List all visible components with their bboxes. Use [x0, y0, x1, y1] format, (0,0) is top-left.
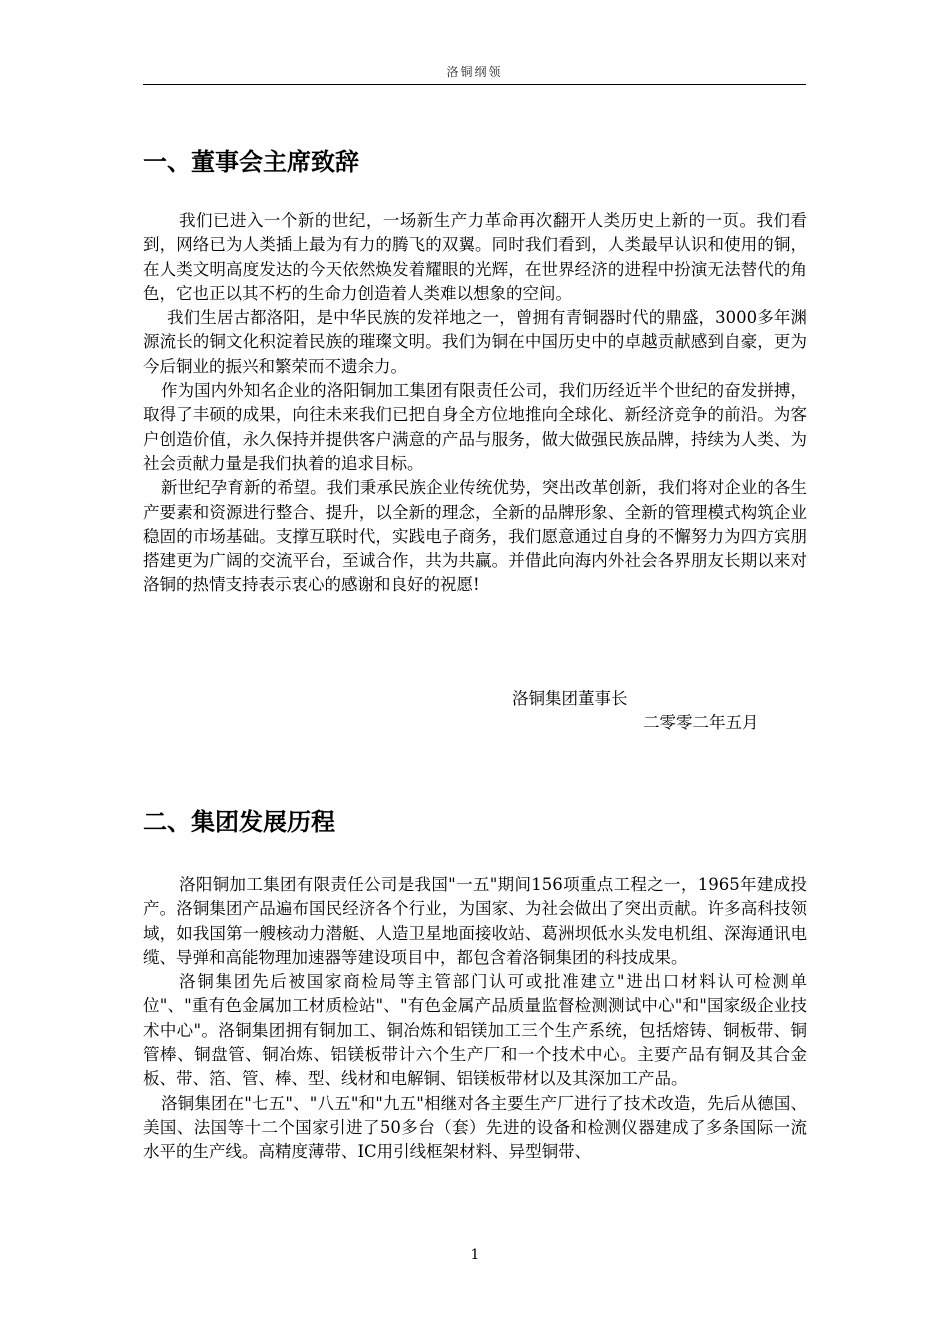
- header-title: 洛铜纲领: [446, 65, 503, 79]
- section-2-body: [143, 873, 807, 1165]
- page-number: 1: [470, 1247, 480, 1263]
- paragraph: 洛铜集团在"七五"、"八五"和"九五"相继对各主要生产厂进行了技术改造，先后从德国、美国、法国等十二个国家引进了50多台（套）先进的设备和检测仪器建成了多条国际一流水平的生产线。高精度薄带、IC用引线框架材料、异型铜带、: [143, 1093, 807, 1162]
- paragraph: 新世纪孕育新的希望。我们秉承民族企业传统优势，突出改革创新，我们将对企业的各生产要素和资源进行整合、提升，以全新的理念，全新的品牌形象、全新的管理模式构筑企业稳固的市场基础。支撑互联时代，实践电子商务，我们愿意通过自身的不懈努力为四方宾朋搭建更为广阔的交流平台，至诚合作，共为共赢。并借此向海内外社会各界朋友长期以来对洛铜的热情支持表示衷心的感谢和良好的祝愿!: [143, 478, 807, 595]
- signature-date: 二零零二年五月: [643, 713, 759, 732]
- paragraph: 作为国内外知名企业的洛阳铜加工集团有限责任公司，我们历经近半个世纪的奋发拼搏，取得了丰硕的成果，向往未来我们已把自身全方位地推向全球化、新经济竞争的前沿。为客户创造价值，永久保持并提供客户满意的产品与服务，做大做强民族品牌，持续为人类、为社会贡献力量是我们执着的追求目标。: [143, 381, 807, 473]
- page-header: [143, 62, 806, 85]
- paragraph: 我们已进入一个新的世纪，一场新生产力革命再次翻开人类历史上新的一页。我们看到，网络已为人类插上最为有力的腾飞的双翼。同时我们看到，人类最早认识和使用的铜，在人类文明高度发达的今天依然焕发着耀眼的光辉，在世界经济的进程中扮演无法替代的角色，它也正以其不朽的生命力创造着人类难以想象的空间。: [143, 211, 807, 303]
- paragraph: 我们生居古都洛阳，是中华民族的发祥地之一，曾拥有青铜器时代的鼎盛，3000多年渊源流长的铜文化积淀着民族的璀璨文明。我们为铜在中国历史中的卓越贡献感到自豪，更为今后铜业的振兴和繁荣而不遗余力。: [143, 308, 807, 376]
- section-1-body: [143, 209, 807, 598]
- paragraph: 洛铜集团先后被国家商检局等主管部门认可或批准建立"进出口材料认可检测单位"、"重有色金属加工材质检站"、"有色金属产品质量监督检测测试中心"和"国家级企业技术中心"。洛铜集团拥有铜加工、铜冶炼和铝镁加工三个生产系统，包括熔铸、铜板带、铜管棒、铜盘管、铜冶炼、铝镁板带计六个生产厂和一个技术中心。主要产品有铜及其合金板、带、箔、管、棒、型、线材和电解铜、铝镁板带材以及其深加工产品。: [143, 972, 807, 1089]
- signature-name: 洛铜集团董事长: [512, 689, 628, 708]
- section-2-title: 二、集团发展历程: [143, 808, 335, 836]
- paragraph: 洛阳铜加工集团有限责任公司是我国"一五"期间156项重点工程之一，1965年建成投产。洛铜集团产品遍布国民经济各个行业，为国家、为社会做出了突出贡献。许多高科技领域，如我国第一艘核动力潜艇、人造卫星地面接收站、葛洲坝低水头发电机组、深海通讯电缆、导弹和高能物理加速器等建设项目中，都包含着洛铜集团的科技成果。: [143, 875, 807, 967]
- section-1-title: 一、董事会主席致辞: [143, 148, 359, 176]
